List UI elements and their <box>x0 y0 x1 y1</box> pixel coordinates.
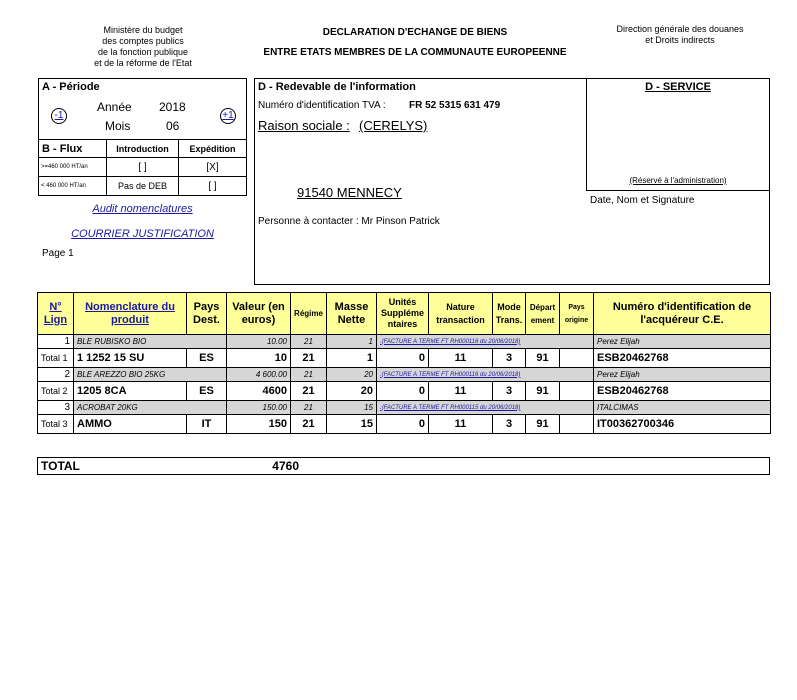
unites: 0 <box>377 382 429 401</box>
col-header-masse: Masse Nette <box>327 293 377 335</box>
flux-row1-intro[interactable]: [ ] <box>107 158 179 177</box>
nature: 11 <box>429 349 493 368</box>
flux-title: B - Flux <box>39 140 107 158</box>
masse-detail: 15 <box>327 401 377 415</box>
tva-label: Numéro d'identification TVA : <box>258 100 386 111</box>
annee-value: 2018 <box>159 100 186 114</box>
regime-detail: 21 <box>291 335 327 349</box>
service-title: D - SERVICE <box>645 81 711 93</box>
flux-table <box>38 139 247 196</box>
raison-sociale-value: (CERELYS) <box>359 118 428 133</box>
ministry-line-3: de la fonction publique <box>97 47 189 57</box>
line-number: 3 <box>38 401 74 415</box>
annee-label: Année <box>97 100 132 114</box>
product-name: BLE RUBISKO BIO <box>74 335 227 349</box>
total-label: Total 3 <box>38 415 74 434</box>
contact-person: Personne à contacter : Mr Pinson Patrick <box>258 216 440 227</box>
ministry-line-1: Ministère du budget <box>103 25 183 35</box>
col-header-departement: Départ ement <box>526 293 560 335</box>
col-header-mode: Mode Trans. <box>493 293 526 335</box>
unites: 0 <box>377 349 429 368</box>
pays-dest: ES <box>187 349 227 368</box>
total-label: Total 2 <box>38 382 74 401</box>
facture-link[interactable]: .(FACTURE A TERME FT RH000116 du 20/06/2018) <box>377 368 594 382</box>
facture-link[interactable]: .(FACTURE A TERME FT RH000116 du 20/06/2018) <box>377 335 594 349</box>
valeur-detail: 150.00 <box>227 401 291 415</box>
ministry-line-2: des comptes publics <box>102 36 184 46</box>
nomenclature-code: 1 1252 15 SU <box>74 349 187 368</box>
regime-detail: 21 <box>291 368 327 382</box>
regime: 21 <box>291 415 327 434</box>
table-row <box>38 368 771 382</box>
regime: 21 <box>291 349 327 368</box>
next-month-button[interactable]: +1 <box>220 108 236 124</box>
flux-row2-exp[interactable]: [ ] <box>179 177 247 196</box>
pays-origine <box>560 349 594 368</box>
service-box <box>586 78 770 191</box>
col-header-valeur: Valeur (en euros) <box>227 293 291 335</box>
ministry-header <box>78 25 208 69</box>
acquereur-id: ESB20462768 <box>594 349 771 368</box>
tva-value: FR 52 5315 631 479 <box>409 100 501 111</box>
flux-col-expedition: Expédition <box>179 140 247 158</box>
pays-origine <box>560 382 594 401</box>
goods-table <box>37 292 771 434</box>
page-label: Page 1 <box>42 248 74 259</box>
grand-total-row <box>37 457 770 475</box>
departement: 91 <box>526 382 560 401</box>
flux-row2-intro: Pas de DEB <box>107 177 179 196</box>
table-row <box>38 401 771 415</box>
raison-sociale-label: Raison sociale : <box>258 118 350 133</box>
masse: 15 <box>327 415 377 434</box>
nature: 11 <box>429 382 493 401</box>
customs-line-2: et Droits indirects <box>645 35 715 45</box>
table-row <box>38 382 771 401</box>
masse: 1 <box>327 349 377 368</box>
acquereur-id: ESB20462768 <box>594 382 771 401</box>
acquereur-name: Perez Elijah <box>594 368 771 382</box>
grand-total-value: 4760 <box>272 459 299 473</box>
departement: 91 <box>526 349 560 368</box>
mode: 3 <box>493 349 526 368</box>
ministry-line-4: et de la réforme de l'Etat <box>94 58 192 68</box>
prev-month-button[interactable]: -1 <box>51 108 67 124</box>
service-reserve: (Réservé à l'administration) <box>629 176 727 185</box>
acquereur-id: IT00362700346 <box>594 415 771 434</box>
table-row <box>38 415 771 434</box>
audit-nomenclatures-link[interactable]: Audit nomenclatures <box>92 203 193 215</box>
mode: 3 <box>493 415 526 434</box>
regime-detail: 21 <box>291 401 327 415</box>
customs-header <box>600 24 760 46</box>
masse-detail: 20 <box>327 368 377 382</box>
table-row <box>38 335 771 349</box>
col-header-pays: Pays Dest. <box>187 293 227 335</box>
col-header-regime: Régime <box>291 293 327 335</box>
col-header-unites: Unités Suppléme ntaires <box>377 293 429 335</box>
mode: 3 <box>493 382 526 401</box>
flux-row2-label: < 460 000 HT/an <box>39 177 107 196</box>
masse: 20 <box>327 382 377 401</box>
acquereur-name: ITALCIMAS <box>594 401 771 415</box>
document-title-2: ENTRE ETATS MEMBRES DE LA COMMUNAUTE EUROPEENNE <box>263 47 567 58</box>
unites: 0 <box>377 415 429 434</box>
facture-link[interactable]: .(FACTURE A TERME FT RH000115 du 20/06/2018) <box>377 401 594 415</box>
line-number: 1 <box>38 335 74 349</box>
valeur: 10 <box>227 349 291 368</box>
pays-origine <box>560 415 594 434</box>
periode-title: A - Période <box>42 81 100 93</box>
grand-total-label: TOTAL <box>41 459 80 473</box>
signature-label: Date, Nom et Signature <box>590 195 695 206</box>
pays-dest: IT <box>187 415 227 434</box>
document-title-1: DECLARATION D'ECHANGE DE BIENS <box>322 27 508 38</box>
periode-box <box>38 78 247 140</box>
valeur-detail: 10.00 <box>227 335 291 349</box>
flux-row1-exp[interactable]: [X] <box>179 158 247 177</box>
col-header-nature: Nature transaction <box>429 293 493 335</box>
courrier-justification-link[interactable]: COURRIER JUSTIFICATION <box>71 228 214 240</box>
product-name: BLE AREZZO BIO 25KG <box>74 368 227 382</box>
pays-dest: ES <box>187 382 227 401</box>
table-row <box>38 349 771 368</box>
col-header-ligne[interactable]: N° Lign <box>38 293 74 335</box>
regime: 21 <box>291 382 327 401</box>
valeur: 4600 <box>227 382 291 401</box>
nomenclature-code: AMMO <box>74 415 187 434</box>
col-header-nomenclature[interactable]: Nomenclature du produit <box>74 293 187 335</box>
mois-label: Mois <box>105 119 131 133</box>
masse-detail: 1 <box>327 335 377 349</box>
product-name: ACROBAT 20KG <box>74 401 227 415</box>
valeur-detail: 4 600.00 <box>227 368 291 382</box>
total-label: Total 1 <box>38 349 74 368</box>
redevable-title: D - Redevable de l'information <box>258 81 416 93</box>
customs-line-1: Direction générale des douanes <box>616 24 744 34</box>
col-header-pays-origine: Pays origine <box>560 293 594 335</box>
nomenclature-code: 1205 8CA <box>74 382 187 401</box>
departement: 91 <box>526 415 560 434</box>
nature: 11 <box>429 415 493 434</box>
flux-row1-label: >=460 000 HT/an <box>39 158 107 177</box>
city-address: 91540 MENNECY <box>297 185 402 200</box>
acquereur-name: Perez Elijah <box>594 335 771 349</box>
line-number: 2 <box>38 368 74 382</box>
flux-col-introduction: Introduction <box>107 140 179 158</box>
col-header-acquereur: Numéro d'identification de l'acquéreur C.E. <box>594 293 771 335</box>
valeur: 150 <box>227 415 291 434</box>
mois-value: 06 <box>166 119 180 133</box>
